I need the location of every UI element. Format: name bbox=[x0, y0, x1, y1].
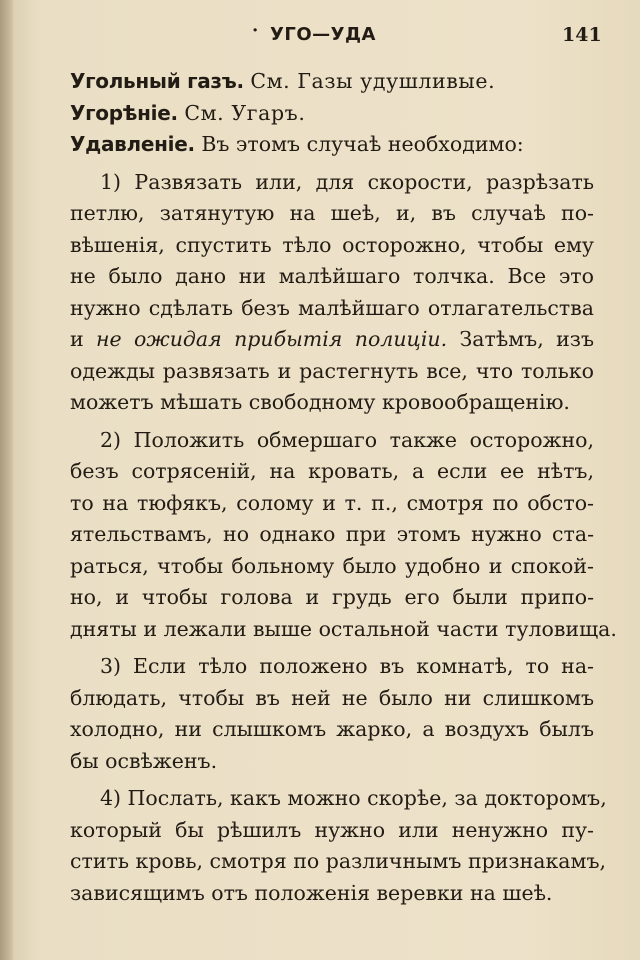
page-gutter-shadow bbox=[0, 0, 14, 960]
text-line: но, и чтобы голова и грудь его были припо- bbox=[70, 585, 594, 609]
text-fragment: и bbox=[70, 327, 97, 351]
paragraph-2 bbox=[70, 425, 617, 646]
running-head-mark: · bbox=[252, 20, 259, 41]
text-line: 4) Послать, какъ можно скорѣе, за докторомъ, bbox=[100, 786, 607, 810]
text-line-with-italic bbox=[70, 324, 594, 356]
text-line: дняты и лежали выше остальной части туловища. bbox=[70, 616, 617, 641]
text-line: не было дано ни малѣйшаго толчка. Все это bbox=[70, 264, 594, 288]
entry-intro: Въ этомъ случаѣ необходимо: bbox=[201, 132, 524, 156]
text-line: 1) Развязать или, для скорости, разрѣзать bbox=[100, 169, 594, 194]
entry-term: Удавленіе. bbox=[70, 132, 195, 156]
page-body bbox=[70, 66, 617, 915]
text-line: раться, чтобы больному было удобно и спокой- bbox=[70, 553, 594, 578]
text-line: зависящимъ отъ положенія веревки на шеѣ. bbox=[70, 880, 553, 905]
text-line: петлю, затянутую на шеѣ, и, въ случаѣ по- bbox=[70, 201, 594, 225]
text-line: холодно, ни слышкомъ жарко, а воздухъ былъ bbox=[70, 717, 594, 741]
entry-ugorenie bbox=[70, 98, 594, 130]
entry-udavlenie bbox=[70, 129, 594, 161]
text-line: ятельствамъ, но однако при этомъ нужно ста- bbox=[70, 522, 594, 546]
text-line: бы освѣженъ. bbox=[70, 748, 218, 773]
page-number: 141 bbox=[562, 24, 602, 46]
entry-reference: См. Угаръ. bbox=[184, 100, 306, 125]
text-line: вѣшенія, спустить тѣло осторожно, чтобы ему bbox=[70, 232, 594, 257]
paragraph-3 bbox=[70, 651, 594, 777]
text-line: можетъ мѣшать свободному кровообращенію. bbox=[70, 390, 570, 414]
italic-phrase: не ожидая прибытія полиціи. bbox=[96, 327, 448, 351]
paragraph-1 bbox=[70, 167, 594, 419]
text-line: блюдать, чтобы въ ней не было ни слишкомъ bbox=[70, 685, 594, 710]
text-line: безъ сотрясеній, на кровать, а если ее нѣтъ, bbox=[70, 459, 594, 483]
text-line: 2) Положить обмершаго также осторожно, bbox=[100, 427, 594, 452]
text-line: одежды развязать и растегнуть все, что только bbox=[70, 358, 594, 383]
text-line: 3) Если тѣло положено въ комнатѣ, то на- bbox=[100, 654, 594, 678]
entry-term: Угольный газъ. bbox=[70, 69, 244, 93]
running-head bbox=[0, 18, 640, 48]
entry-reference: См. Газы удушливые. bbox=[250, 69, 496, 93]
running-head-title: УГО—УДА bbox=[270, 24, 376, 45]
text-fragment: Затѣмъ, изъ bbox=[447, 327, 594, 351]
entry-term: Угорѣніе. bbox=[70, 100, 178, 125]
text-line: нужно сдѣлать безъ малѣйшаго отлагательства bbox=[70, 295, 594, 320]
text-line: стить кровь, смотря по различнымъ признакамъ, bbox=[70, 849, 607, 873]
paragraph-4 bbox=[70, 783, 607, 909]
text-line: то на тюфякъ, солому и т. п., смотря по обсто- bbox=[70, 490, 594, 515]
text-line: который бы рѣшилъ нужно или ненужно пу- bbox=[70, 817, 594, 842]
entry-ugolny-gaz bbox=[70, 66, 594, 98]
